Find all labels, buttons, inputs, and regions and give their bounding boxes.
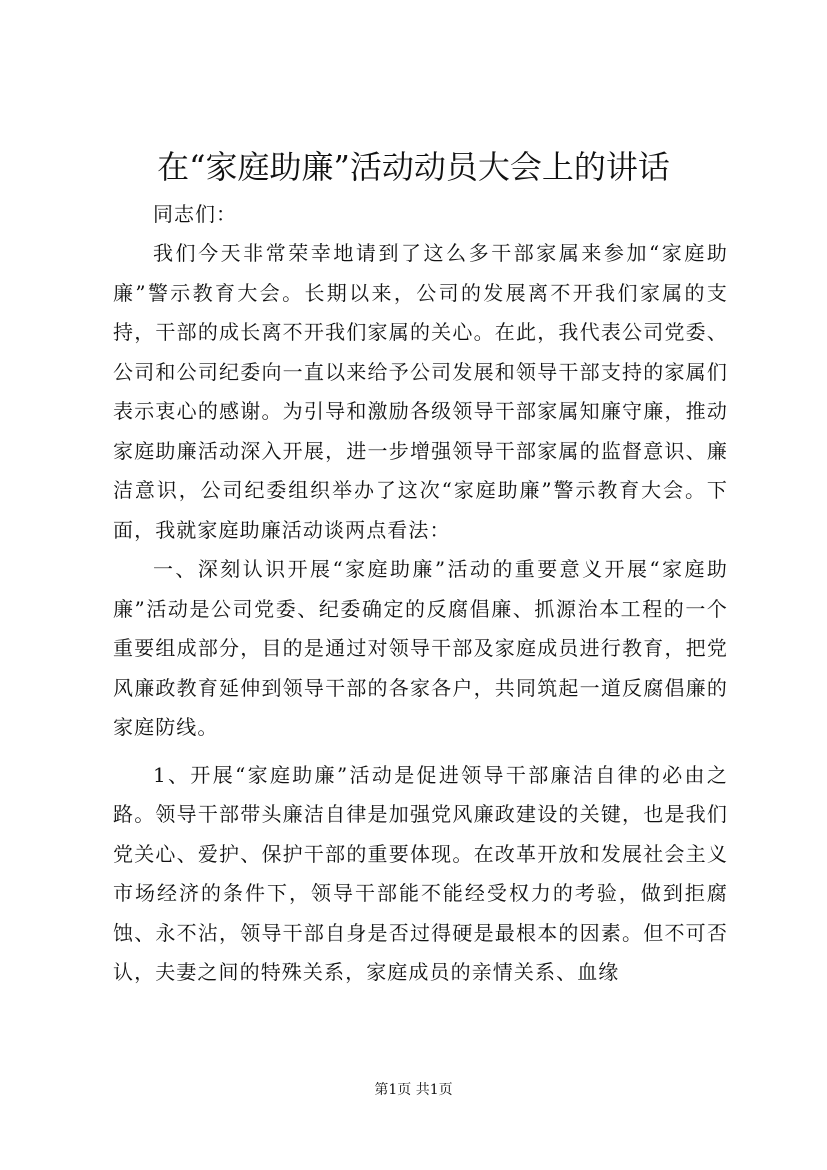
page-footer: 第1页 共1页	[374, 1082, 453, 1098]
paragraph-1: 我们今天非常荣幸地请到了这么多干部家属来参加“家庭助廉”警示教育大会。长期以来，公司的发展离不开我们家属的支持，干部的成长离不开我们家属的关心。在此，我代表公司党委、公司和公司纪委向一直以来给予公司发展和领导干部支持的家属们表示衷心的感谢。为引导和激励各级领导干部家属知廉守廉，推动家庭助廉活动深入开展，进一步增强领导干部家属的监督意识、廉洁意识，公司纪委组织举办了这次“家庭助廉”警示教育大会。下面，我就家庭助廉活动谈两点看法：	[113, 241, 728, 542]
document-title: 在“家庭助廉”活动动员大会上的讲话	[157, 148, 670, 186]
paragraph-2: 一、深刻认识开展“家庭助廉”活动的重要意义开展“家庭助廉”活动是公司党委、纪委确定的反腐倡廉、抓源治本工程的一个重要组成部分，目的是通过对领导干部及家庭成员进行教育，把党风廉政教育延伸到领导干部的各家各户，共同筑起一道反腐倡廉的家庭防线。	[113, 557, 728, 739]
document-body	[113, 198, 728, 993]
paragraph-3: 1、开展“家庭助廉”活动是促进领导干部廉洁自律的必由之路。领导干部带头廉洁自律是加强党风廉政建设的关键，也是我们党关心、爱护、保护干部的重要体现。在改革开放和发展社会主义市场经济的条件下，领导干部能不能经受权力的考验，做到拒腐蚀、永不沾，领导干部自身是否过得硬是最根本的因素。但不可否认，夫妻之间的特殊关系，家庭成员的亲情关系、血缘	[113, 762, 728, 984]
salutation: 同志们：	[153, 202, 237, 226]
